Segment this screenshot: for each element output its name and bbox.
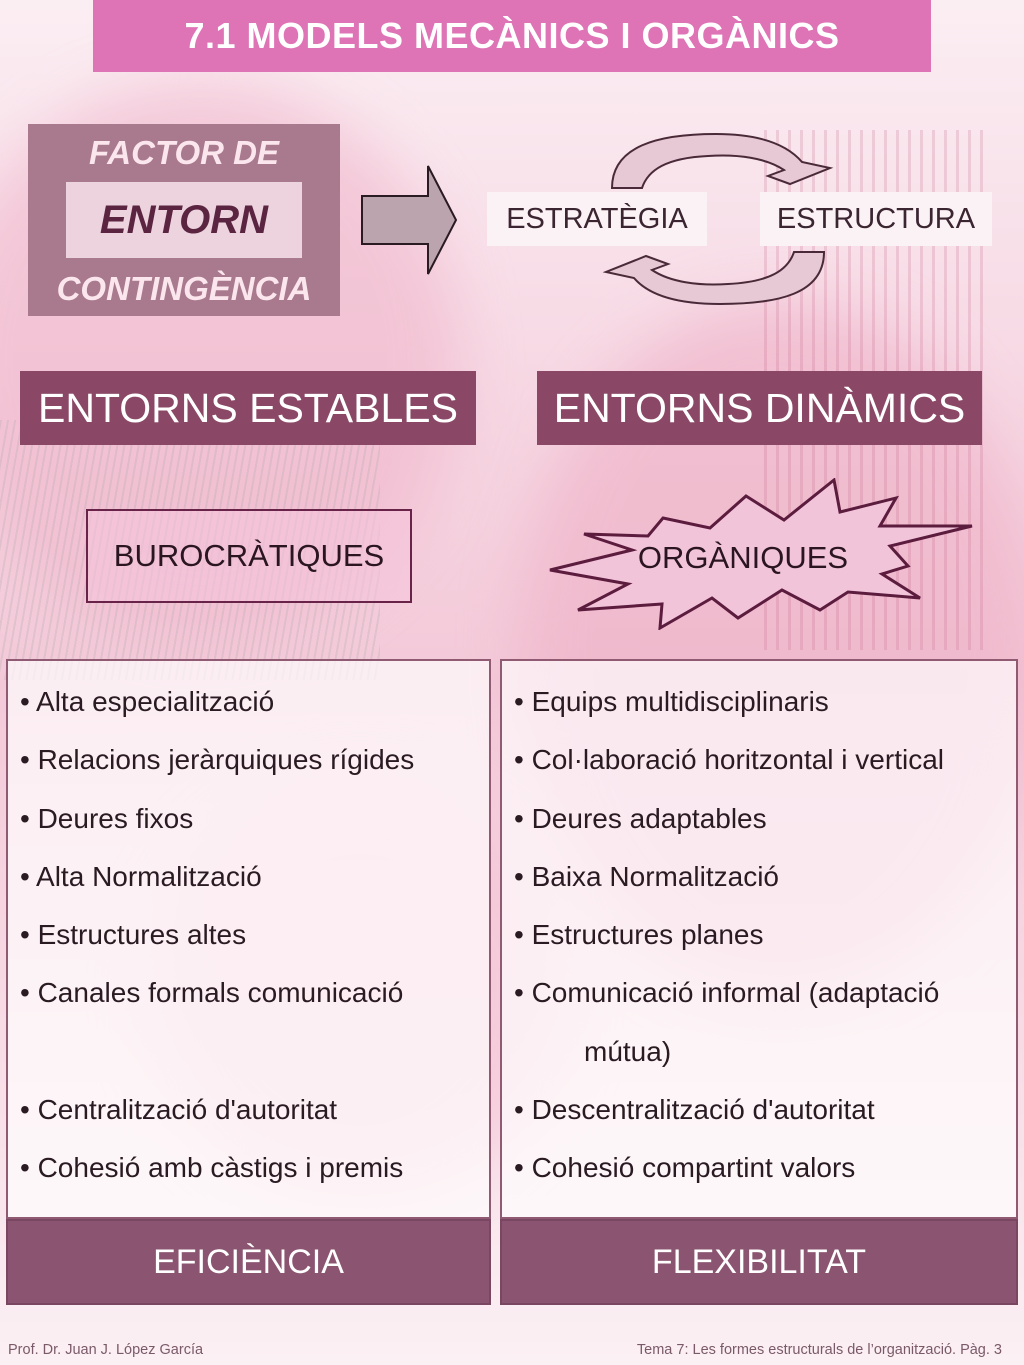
list-item: • Comunicació informal (adaptació: [514, 977, 940, 1009]
list-item: • Deures fixos: [20, 802, 194, 834]
contingency-factor-box: [28, 124, 340, 316]
structure-label: ESTRUCTURA: [760, 192, 992, 246]
list-item: • Estructures planes: [514, 919, 764, 951]
right-arrow-icon: [360, 164, 460, 276]
list-item: • Deures adaptables: [514, 802, 767, 834]
list-item: • Estructures altes: [20, 919, 247, 951]
page-title: 7.1 MODELS MECÀNICS I ORGÀNICS: [93, 0, 931, 72]
dynamic-characteristics-list: [500, 659, 1018, 1219]
list-item: • Centralització d'autoritat: [20, 1094, 338, 1126]
list-item-continuation: mútua): [584, 1035, 672, 1067]
list-item: • Alta especialització: [20, 686, 275, 717]
page-reference: Tema 7: Les formes estructurals de l’organització. Pàg. 3: [636, 1342, 1002, 1358]
list-item: • Col·laboració horitzontal i vertical: [514, 744, 944, 776]
organic-label: ORGÀNIQUES: [637, 540, 849, 575]
stable-characteristics-list: [6, 659, 491, 1219]
dynamic-environments-header: ENTORNS DINÀMICS: [537, 371, 982, 445]
list-item: • Alta Normalització: [20, 860, 262, 892]
factor-center-label: ENTORN: [66, 182, 302, 258]
list-item: • Cohesió compartint valors: [514, 1152, 856, 1184]
bureaucratic-box: BUROCRÀTIQUES: [86, 509, 412, 603]
list-item: • Equips multidisciplinaris: [514, 686, 829, 717]
list-item: • Relacions jeràrquiques rígides: [20, 744, 415, 776]
efficiency-outcome: EFICIÈNCIA: [6, 1219, 491, 1305]
strategy-label: ESTRATÈGIA: [487, 192, 707, 246]
stable-environments-header: ENTORNS ESTABLES: [20, 371, 476, 445]
author-credit: Prof. Dr. Juan J. López García: [8, 1342, 204, 1358]
list-item: • Descentralització d'autoritat: [514, 1094, 875, 1126]
list-item: • Cohesió amb càstigs i premis: [20, 1152, 404, 1184]
factor-bottom-label: CONTINGÈNCIA: [56, 270, 312, 307]
list-item: • Canales formals comunicació: [20, 977, 404, 1009]
flexibility-outcome: FLEXIBILITAT: [500, 1219, 1018, 1305]
factor-top-label: FACTOR DE: [88, 134, 280, 171]
list-item: [8, 1023, 489, 1081]
list-item: • Baixa Normalització: [514, 860, 780, 892]
